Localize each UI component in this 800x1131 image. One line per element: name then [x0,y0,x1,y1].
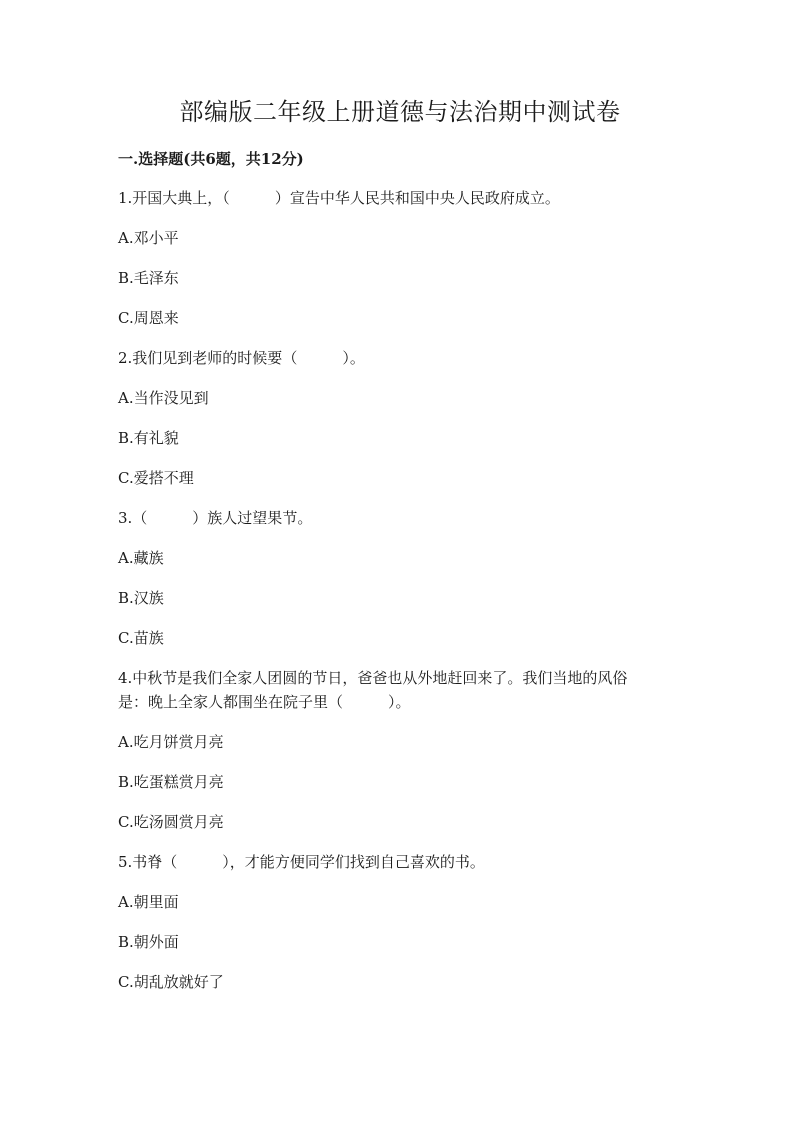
option-c: C.爱搭不理 [118,469,194,487]
option-b: B.汉族 [118,589,164,607]
option-a: A.当作没见到 [118,389,209,407]
section-heading: 一.选择题(共6题，共12分) [118,150,304,168]
page-title: 部编版二年级上册道德与法治期中测试卷 [179,98,621,126]
question-stem: 5.书脊（ ），才能方便同学们找到自己喜欢的书。 [118,853,485,871]
question-stem [118,666,688,714]
question-3 [118,506,688,650]
option-b: B.有礼貌 [118,429,179,447]
question-2 [118,346,688,490]
question-4 [118,666,688,834]
option-c: C.周恩来 [118,309,179,327]
question-stem: 2.我们见到老师的时候要（ ）。 [118,349,365,367]
option-a: A.吃月饼赏月亮 [118,733,224,751]
question-stem-line-2: 是：晚上全家人都围坐在院子里（ ）。 [118,693,411,711]
option-b: B.毛泽东 [118,269,179,287]
question-stem-line-1: 4.中秋节是我们全家人团圆的节日，爸爸也从外地赶回来了。我们当地的风俗 [118,669,628,687]
option-a: A.邓小平 [118,229,179,247]
option-a: A.藏族 [118,549,164,567]
question-stem: 3.（ ）族人过望果节。 [118,509,313,527]
question-1 [118,186,688,330]
option-b: B.朝外面 [118,933,179,951]
question-5 [118,850,688,994]
question-list [118,186,688,1010]
option-c: C.苗族 [118,629,164,647]
question-stem: 1.开国大典上，（ ）宣告中华人民共和国中央人民政府成立。 [118,189,560,207]
option-b: B.吃蛋糕赏月亮 [118,773,224,791]
option-c: C.胡乱放就好了 [118,973,224,991]
option-a: A.朝里面 [118,893,179,911]
option-c: C.吃汤圆赏月亮 [118,813,224,831]
